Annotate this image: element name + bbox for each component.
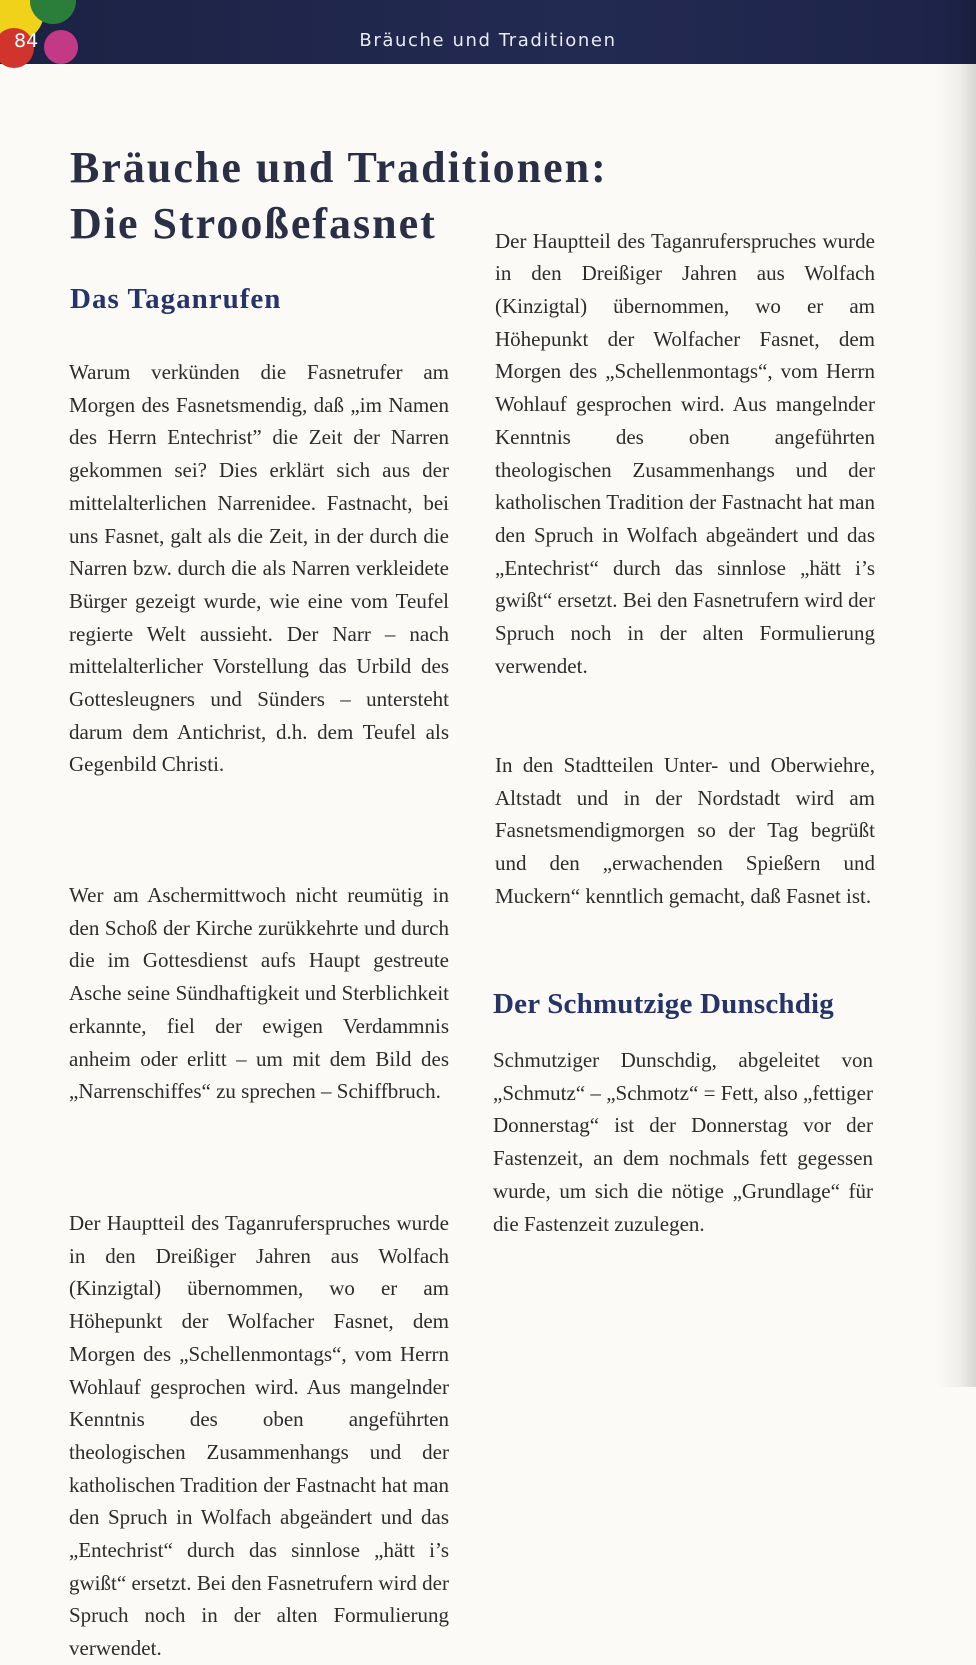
taganrufen-paragraph-3-continued — [495, 228, 875, 715]
page-gutter-shadow — [936, 0, 976, 1387]
schmutzig-paragraph-1: Schmutziger Dunschdig, abgeleitet von „Schmutz“ – „Schmotz“ = Fett, also „fettiger Donnerstag“ ist der Donnerstag vor der Fastenzeit, an dem nochmals fett gegessen wurde, um sich die nötige „Grundlage“ für die Fastenzeit zuzulegen. — [493, 1048, 873, 1236]
section-heading-taganrufen: Das Taganrufen — [70, 283, 282, 315]
taganrufen-paragraph-3-part-2: Der Hauptteil des Taganruferspruches wurde in den Dreißiger Jahren aus Wolfach (Kinzigtal) übernommen, wo er am Höhepunkt der Wolfacher Fasnet, dem Morgen des „Schellenmontags“, vom Herrn Wohlauf gesprochen wird. Aus mangelnder Kenntnis des oben angeführten theologischen Zusammenhangs und der katholischen Tradition der Fastnacht hat man den Spruch in Wolfach abgeändert und das „Entechrist“ durch das sinnlose „hätt i’s gwißt“ ersetzt. Bei den Fasnetrufern wird der Spruch noch in der alten Formulierung verwendet. — [495, 228, 875, 678]
page-title-line-2: Die Strooßefasnet — [70, 199, 437, 248]
taganrufen-paragraph-1-block — [69, 356, 449, 781]
page-title-line-1: Bräuche und Traditionen: — [70, 143, 608, 192]
page-number: 84 — [14, 30, 39, 52]
section-heading-schmutziger-dunschdig: Der Schmutzige Dunschdig — [493, 988, 835, 1020]
taganrufen-paragraph-2-block — [69, 879, 449, 1108]
taganrufen-paragraph-1: Warum verkünden die Fasnetrufer am Morgen des Fasnetsmendig, daß „im Namen des Herrn Entechrist” die Zeit der Narren gekommen sei? Dies erklärt sich aus der mittelalterlichen Narrenidee. Fastnacht, bei uns Fasnet, galt als die Zeit, in der durch die Narren bzw. durch die als Narren verkleidete Bürger gezeigt wurde, wie eine vom Teufel regierte Welt aussieht. Der Narr – nach mittelalterlicher Vorstellung das Urbild des Gottesleugners und Sünders – untersteht darum dem Antichrist, d.h. dem Teufel als Gegenbild Christi. — [69, 360, 449, 777]
taganrufen-paragraph-3-start — [69, 1207, 449, 1661]
schmutzig-paragraph-1-block — [493, 1044, 873, 1240]
taganrufen-paragraph-3-part-1: Der Hauptteil des Taganruferspruches wurde in den Dreißiger Jahren aus Wolfach (Kinzigtal) übernommen, wo er am Höhepunkt der Wolfacher Fasnet, dem Morgen des „Schellenmontags“, vom Herrn Wohlauf gesprochen wird. Aus mangelnder Kenntnis des oben angeführten theologischen Zusammenhangs und der katholischen Tradition der Fastnacht hat man den Spruch in Wolfach abgeändert und das „Entechrist“ durch das sinnlose „hätt i’s gwißt“ ersetzt. Bei den Fasnetrufern wird der Spruch noch in der alten Formulierung verwendet. — [69, 1211, 449, 1661]
running-head: Bräuche und Traditionen — [359, 30, 617, 51]
taganrufen-paragraph-4: In den Stadtteilen Unter- und Oberwiehre, Altstadt und in der Nordstadt wird am Fasnetsmendigmorgen so der Tag begrüßt und den „erwachenden Spießern und Muckern“ kenntlich gemacht, daß Fasnet ist. — [495, 753, 875, 908]
taganrufen-paragraph-4-block — [495, 749, 875, 913]
taganrufen-paragraph-2: Wer am Aschermittwoch nicht reumütig in den Schoß der Kirche zurükkehrte und durch die im Gottesdienst aufs Haupt gestreute Asche seine Sündhaftigkeit und Sterblichkeit erkannte, fiel der ewigen Verdammnis anheim oder erlitt – um mit dem Bild des „Narrenschiffes“ zu sprechen – Schiffbruch. — [69, 883, 449, 1104]
